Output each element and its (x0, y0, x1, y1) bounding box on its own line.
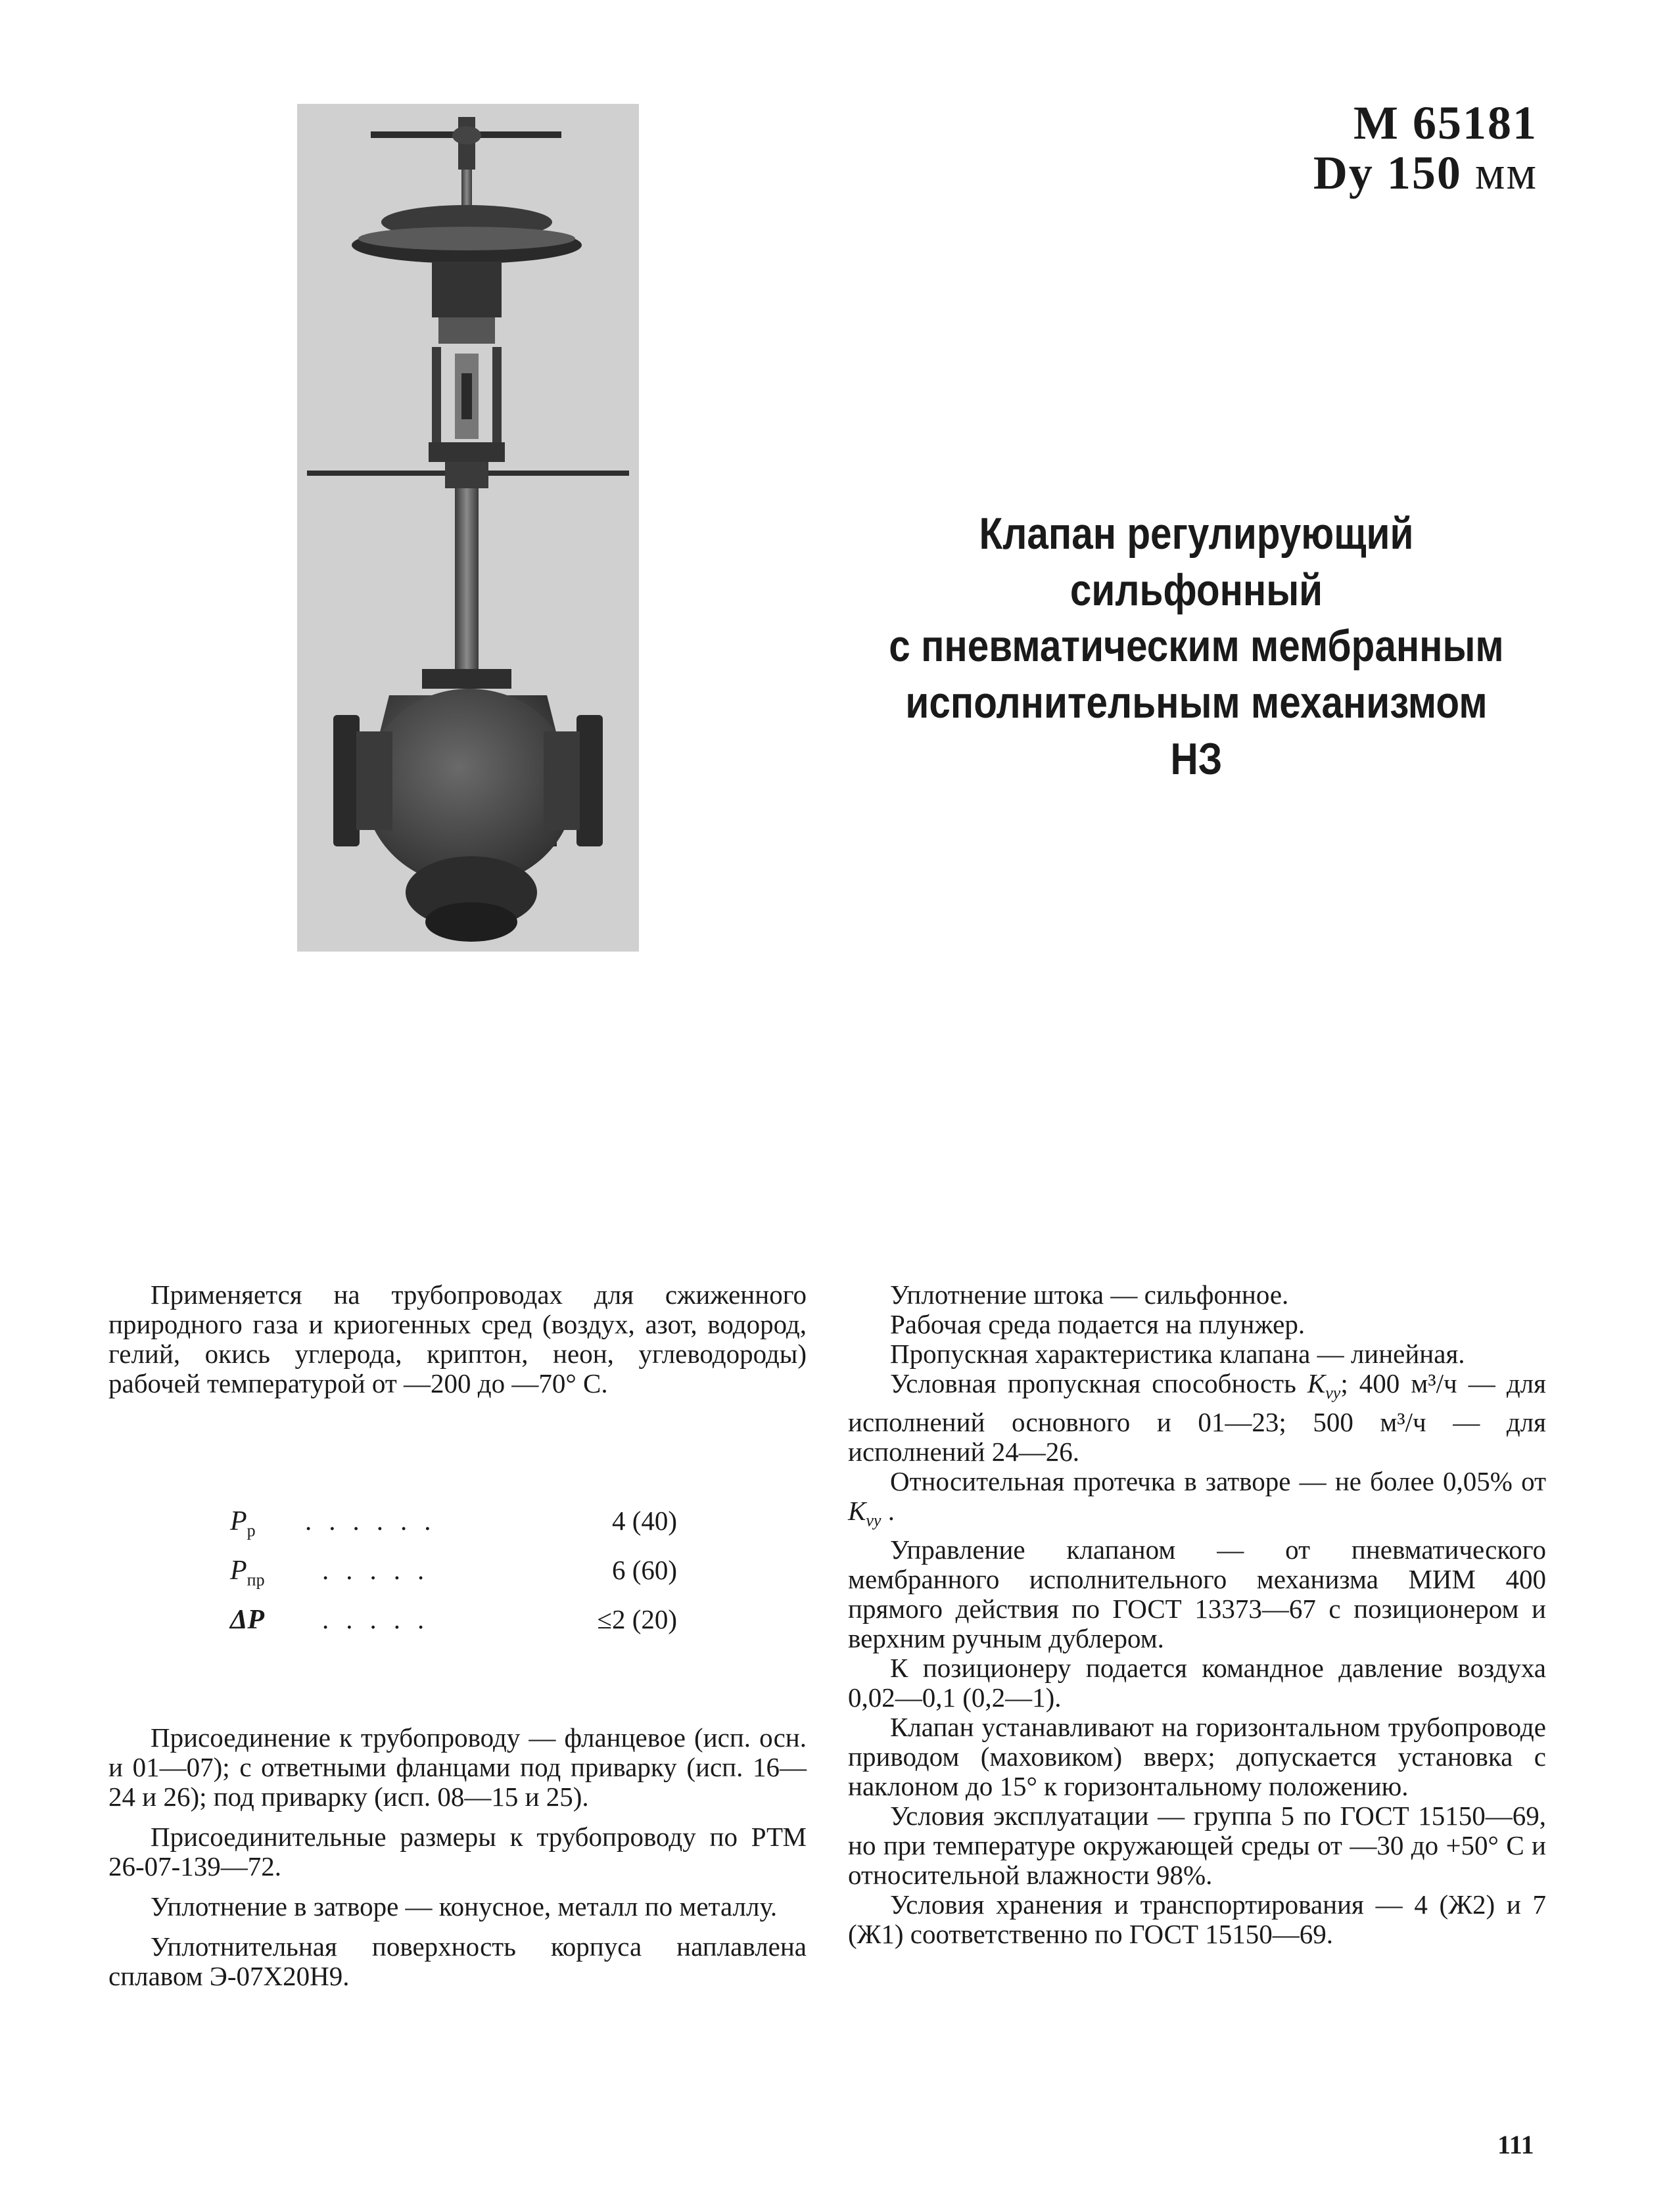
left-column-lower (108, 1723, 807, 1991)
capacity-paragraph: Условная пропускная способность $K_{vy}$; 400 м³/ч — для исполнений основного и 01—23; 500 м³/ч — для исполнений 24—26. (848, 1368, 1546, 1467)
title-line-3: с пневматическим мембранным (889, 621, 1504, 672)
intro-paragraph: Применяется на трубопроводах для сжиженного природного газа и криогенных сред (воздух, азот, водород, гелий, окись углерода, криптон, неон, углеводороды) рабочей температурой от —200 до —70° С. (108, 1279, 807, 1398)
right-column (848, 1280, 1546, 1949)
storage-conditions-paragraph: Условия хранения и транспортирования — 4 (Ж2) и 7 (Ж1) соответственно по ГОСТ 15150—69. (848, 1889, 1546, 1950)
param-symbol: ΔP (230, 1605, 264, 1635)
installation-paragraph: Клапан устанавливают на горизонтальном трубопроводе приводом (маховиком) вверх; допускается установка с наклоном до 15° к горизонтальному положению. (848, 1712, 1546, 1802)
title-line-4: исполнительным механизмом (905, 678, 1488, 728)
pressure-params (230, 1505, 677, 1653)
param-row-dp (230, 1603, 677, 1653)
intro-paragraph-block (108, 1280, 807, 1398)
param-value: 6 (60) (611, 1555, 677, 1585)
nominal-size-value: Dy 150 (1313, 146, 1462, 199)
leakage-paragraph: Относительная протечка в затворе — не более 0,05% от $K_{vy}$ . (848, 1466, 1546, 1531)
medium-paragraph: Рабочая среда подается на плунжер. (890, 1309, 1305, 1339)
stem-seal-paragraph: Уплотнение штока — сильфонное. (890, 1279, 1289, 1310)
param-leader: ...... (305, 1506, 448, 1536)
page-number: 111 (1497, 2130, 1534, 2159)
title-line-1: Клапан регулирующий (979, 509, 1414, 559)
connection-paragraph: Присоединение к трубопроводу — фланцевое (исп. осн. и 01—07); с ответными фланцами под приварку (исп. 16—24 и 26); под приварку (исп. 08—15 и 25). (108, 1722, 807, 1812)
title-line-2: сильфонный (1070, 565, 1323, 615)
model-code (1313, 99, 1538, 198)
nominal-size-unit: мм (1474, 146, 1538, 199)
seat-seal-paragraph: Уплотнение в затворе — конусное, металл по металлу. (151, 1891, 778, 1922)
param-leader: ..... (322, 1555, 442, 1585)
surfacing-paragraph: Уплотнительная поверхность корпуса наплавлена сплавом Э-07Х20Н9. (108, 1931, 807, 1991)
document-title (868, 506, 1524, 787)
nominal-size (1313, 146, 1538, 199)
valve-illustration (297, 104, 639, 952)
param-value: ≤2 (20) (597, 1604, 677, 1634)
param-row-pr (230, 1505, 677, 1554)
param-symbol: $P_{пр}$ (230, 1555, 265, 1590)
param-symbol: $P_р$ (230, 1506, 256, 1540)
operation-conditions-paragraph: Условия эксплуатации — группа 5 по ГОСТ 15150—69, но при температуре окружающей среды от —30 до +50° С и относительной влажности 98%. (848, 1801, 1546, 1891)
valve-photo (297, 104, 639, 952)
param-leader: ..... (322, 1604, 442, 1634)
control-paragraph: Управление клапаном — от пневматического мембранного исполнительного механизма МИМ 400 прямого действия по ГОСТ 13373—67 с позиционером и верхним ручным дублером. (848, 1534, 1546, 1654)
positioner-paragraph: К позиционеру подается командное давление воздуха 0,02—0,1 (0,2—1). (848, 1653, 1546, 1713)
title-line-5: НЗ (1170, 733, 1223, 784)
characteristic-paragraph: Пропускная характеристика клапана — линейная. (890, 1339, 1465, 1369)
dimensions-paragraph: Присоединительные размеры к трубопроводу по РТМ 26-07-139—72. (108, 1822, 807, 1881)
model-number: М 65181 (1353, 97, 1538, 149)
param-value: 4 (40) (611, 1506, 677, 1536)
param-row-ppr (230, 1554, 677, 1603)
